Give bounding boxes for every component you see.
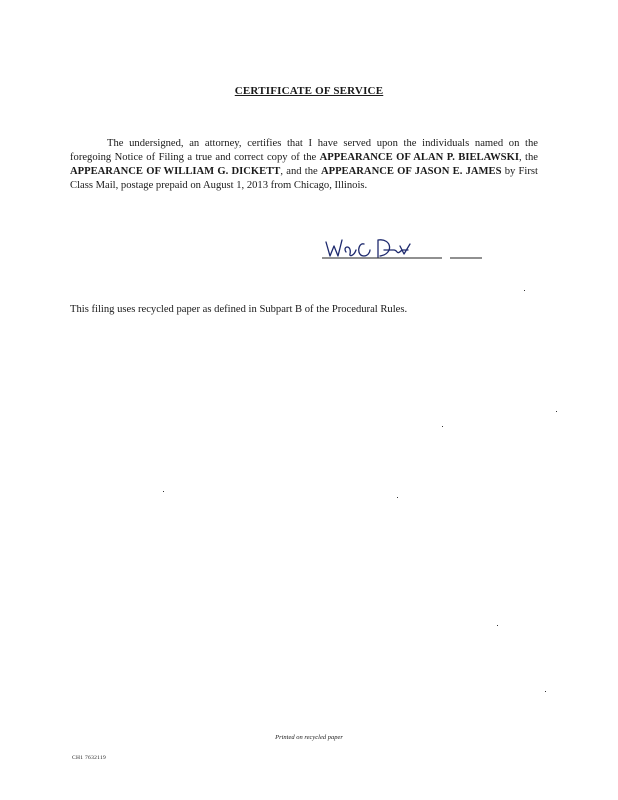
recycled-paper-note: This filing uses recycled paper as defined in Subpart B of the Procedural Rules. xyxy=(70,304,408,315)
body-text-1: The undersigned, an attorney, certifies that I have served upon the individuals named on the foregoing Notice of Filing a true and correct copy of the xyxy=(70,138,538,163)
appearance-bielawski: APPEARANCE OF ALAN P. BIELAWSKI xyxy=(319,152,519,163)
body-text-3: , and the xyxy=(280,166,321,177)
appearance-dickett: APPEARANCE OF WILLIAM G. DICKETT xyxy=(70,166,281,177)
scan-speck xyxy=(442,426,443,427)
appearance-james: APPEARANCE OF JASON E. JAMES xyxy=(320,166,502,177)
signature xyxy=(318,232,484,266)
printed-on-recycled-paper: Printed on recycled paper xyxy=(275,734,343,741)
body-text-2: , the xyxy=(518,152,538,163)
scan-speck xyxy=(524,290,525,291)
scan-speck xyxy=(397,497,398,498)
body-text-4: by First Class Mail, postage prepaid on August 1, 2013 from Chicago, Illinois. xyxy=(70,166,538,191)
scan-speck xyxy=(556,411,557,412)
certificate-body xyxy=(70,137,538,193)
certificate-title: CERTIFICATE OF SERVICE xyxy=(234,85,384,97)
scan-speck xyxy=(163,491,164,492)
form-code: CH1 7632119 xyxy=(72,755,107,761)
signature-stroke xyxy=(326,240,410,257)
scan-speck xyxy=(497,625,498,626)
scan-speck xyxy=(545,691,546,692)
